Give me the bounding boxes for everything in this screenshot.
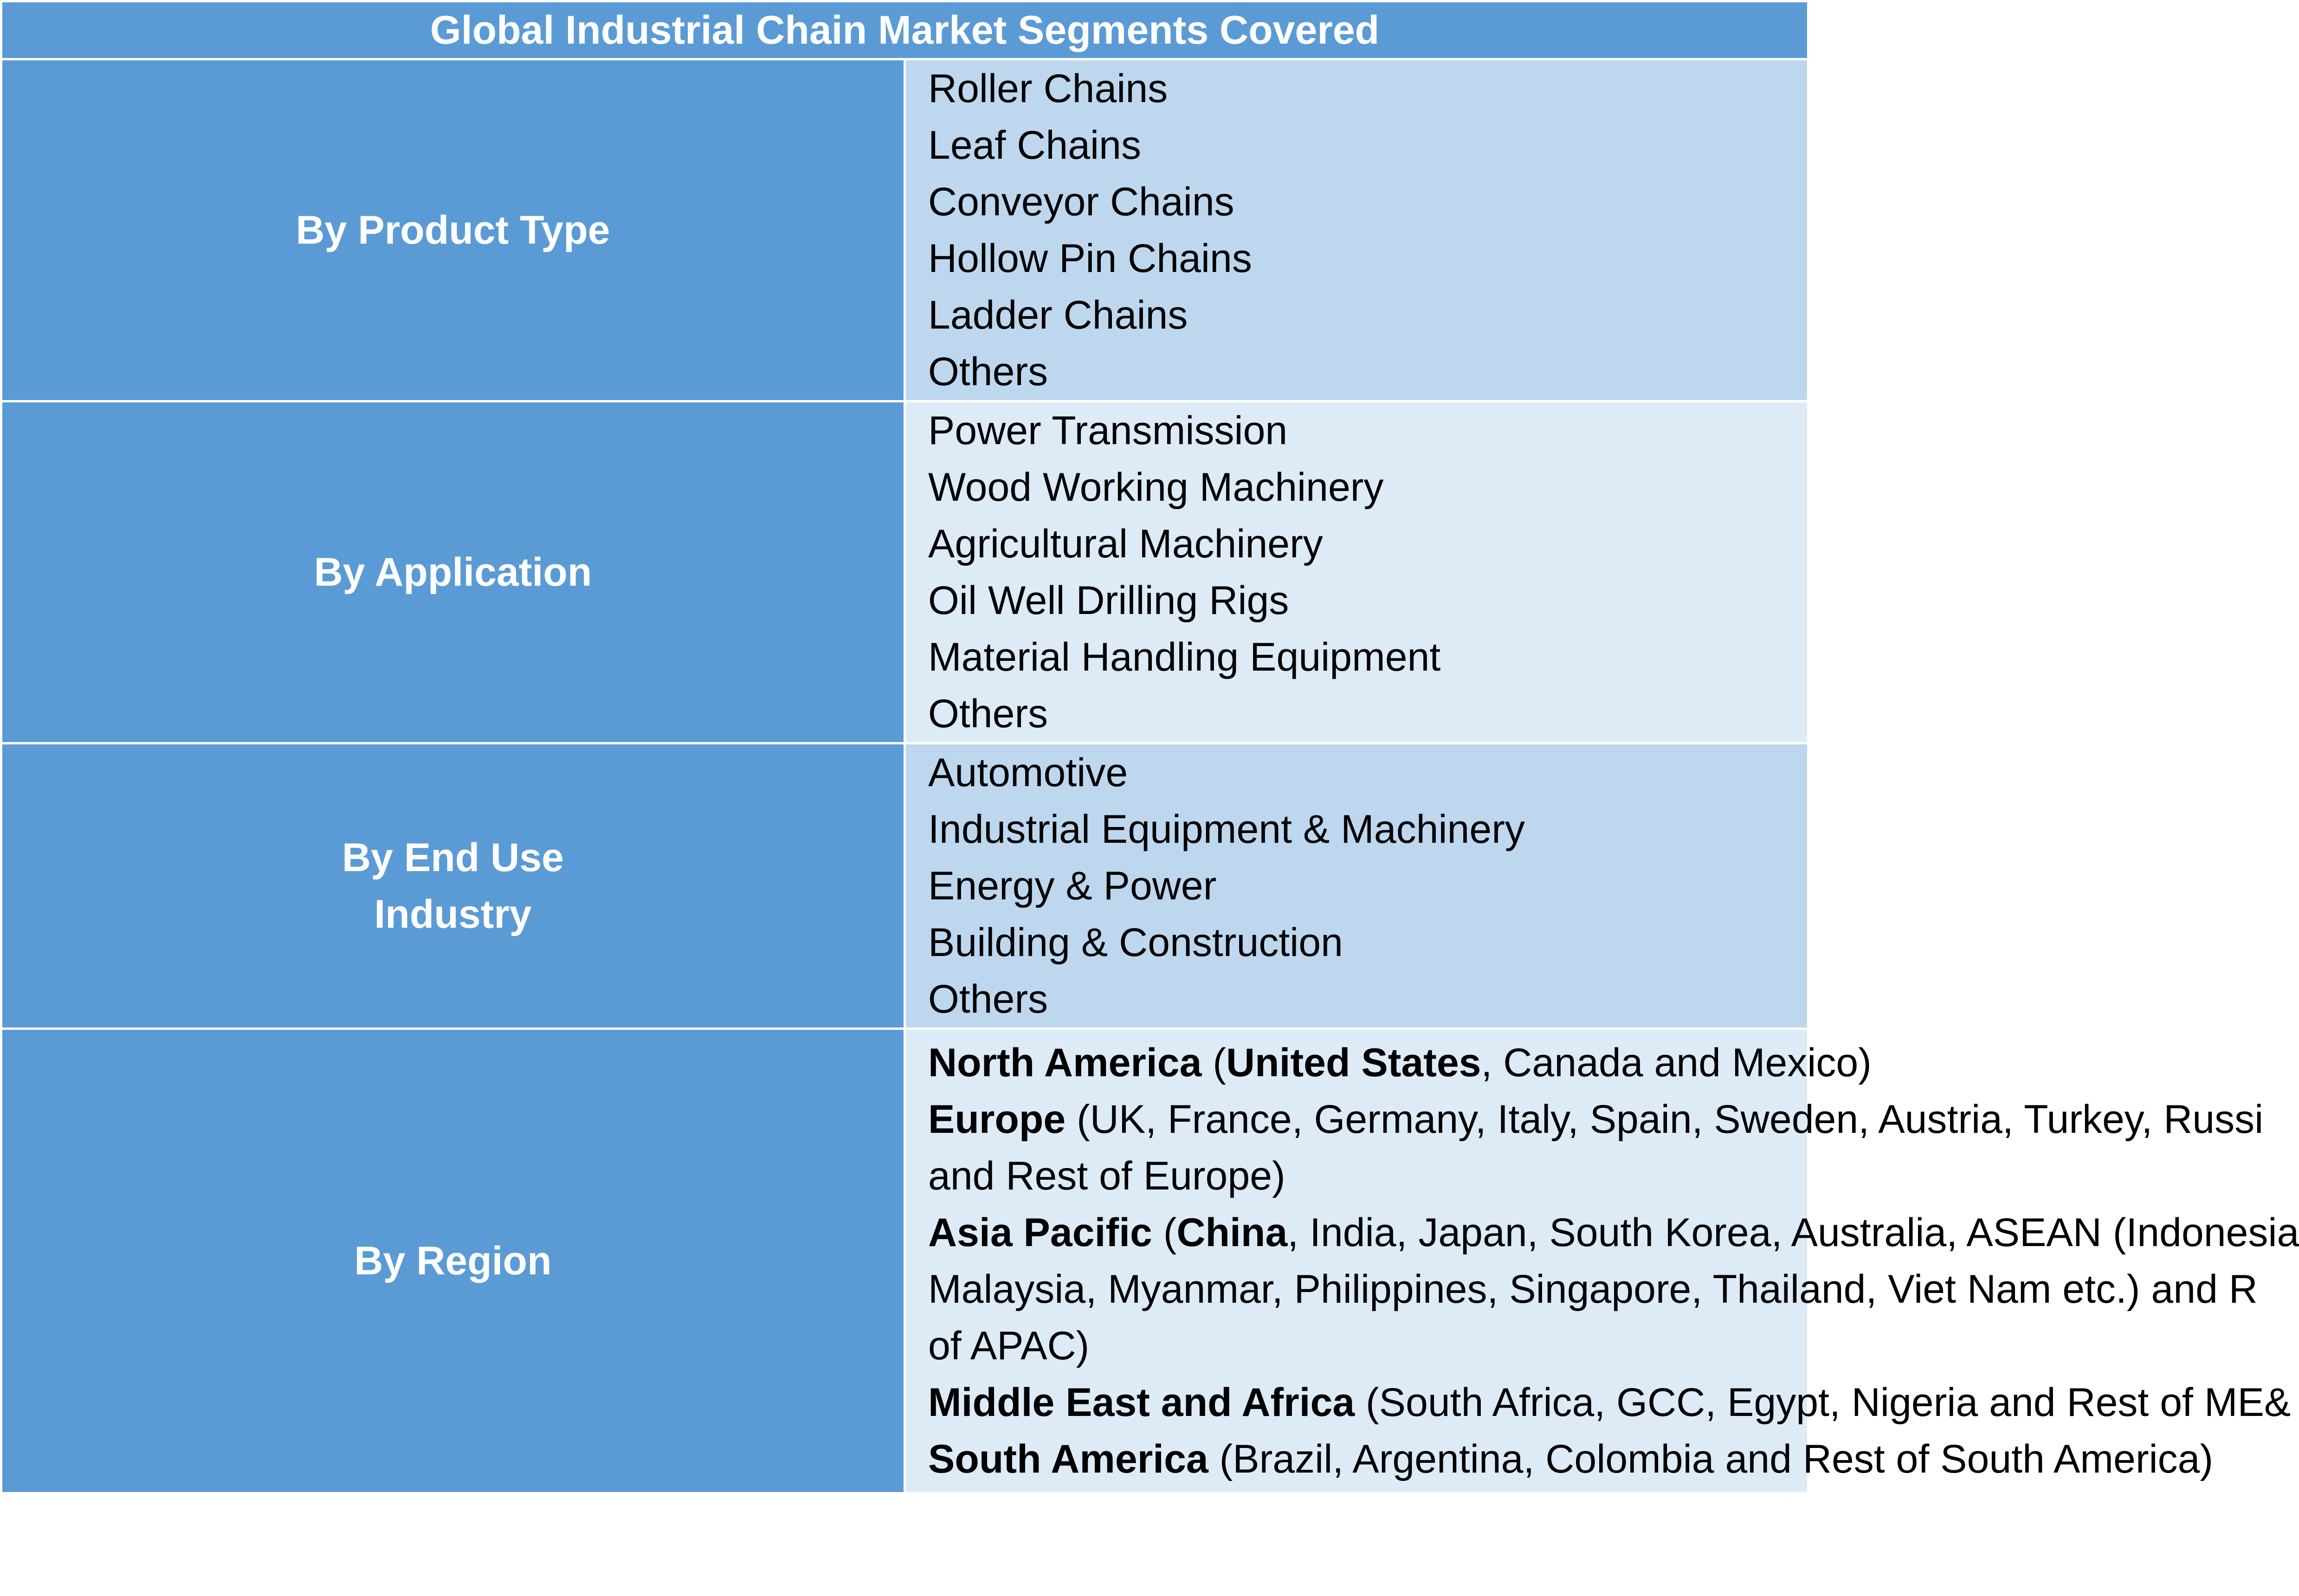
category-label-end-use-industry — [1, 743, 905, 1029]
region-countries: (Brazil, Argentina, Colombia and Rest of South America) — [1208, 1437, 2214, 1481]
list-item: Hollow Pin Chains — [928, 236, 1252, 281]
region-country-bold: United States — [1226, 1040, 1481, 1085]
segment-items-end-use-industry — [905, 743, 1808, 1029]
segment-row-application — [1, 401, 1808, 743]
region-name: Asia Pacific — [928, 1210, 1152, 1255]
list-item: Conveyor Chains — [928, 180, 1234, 224]
list-item: Oil Well Drilling Rigs — [928, 578, 1289, 623]
table-title: Global Industrial Chain Market Segments Covered — [1, 1, 1808, 59]
region-line-europe-cont — [928, 1148, 1807, 1204]
category-label-product-type: By Product Type — [1, 59, 905, 401]
segment-items-application — [905, 401, 1808, 743]
list-item: Agricultural Machinery — [928, 522, 1323, 566]
region-line-asia-pacific-cont — [928, 1318, 1807, 1374]
region-countries: (South Africa, GCC, Egypt, Nigeria and Rest of ME& — [1355, 1380, 2291, 1425]
category-label-application: By Application — [1, 401, 905, 743]
region-line-europe — [928, 1091, 2264, 1148]
region-countries: of APAC) — [928, 1324, 1090, 1368]
list-item: Others — [928, 349, 1048, 394]
list-item: Building & Construction — [928, 920, 1343, 965]
list-item: Energy & Power — [928, 864, 1217, 908]
list-item: Roller Chains — [928, 66, 1168, 111]
category-label-line: Industry — [374, 892, 532, 937]
region-paren: ( — [1201, 1040, 1226, 1085]
list-item: Material Handling Equipment — [928, 635, 1441, 679]
region-countries: , Canada and Mexico) — [1481, 1040, 1872, 1085]
region-line-south-america — [928, 1431, 2214, 1487]
region-name: Middle East and Africa — [928, 1380, 1355, 1425]
region-country-bold: China — [1176, 1210, 1288, 1255]
list-item: Wood Working Machinery — [928, 465, 1384, 510]
region-line-asia-pacific — [928, 1204, 2299, 1261]
segment-items-product-type — [905, 59, 1808, 401]
region-countries: , India, Japan, South Korea, Australia, ASEAN (Indonesia — [1287, 1210, 2299, 1255]
list-item: Leaf Chains — [928, 123, 1141, 168]
region-countries: Malaysia, Myanmar, Philippines, Singapore, Thailand, Viet Nam etc.) and R — [928, 1267, 2258, 1312]
list-item: Others — [928, 977, 1048, 1021]
region-paren: ( — [1152, 1210, 1177, 1255]
list-item: Automotive — [928, 750, 1128, 795]
region-line-north-america — [928, 1034, 1872, 1091]
list-item: Industrial Equipment & Machinery — [928, 807, 1525, 852]
region-name: North America — [928, 1040, 1202, 1085]
category-label-region: By Region — [1, 1029, 905, 1493]
list-item: Ladder Chains — [928, 293, 1188, 337]
region-name: Europe — [928, 1097, 1066, 1142]
list-item: Power Transmission — [928, 408, 1288, 453]
segment-row-product-type — [1, 59, 1808, 401]
list-item: Others — [928, 691, 1048, 736]
category-label-line: By End Use — [342, 835, 564, 880]
segment-row-region — [1, 1029, 1808, 1493]
region-line-mea — [928, 1374, 2291, 1431]
title-row — [1, 1, 1808, 59]
region-name: South America — [928, 1437, 1208, 1481]
region-countries: and Rest of Europe) — [928, 1154, 1285, 1198]
region-line-asia-pacific-cont — [928, 1261, 2258, 1318]
region-countries: (UK, France, Germany, Italy, Spain, Sweden, Austria, Turkey, Russi — [1066, 1097, 2264, 1142]
segment-row-end-use-industry — [1, 743, 1808, 1029]
segment-items-region — [905, 1029, 2299, 1493]
